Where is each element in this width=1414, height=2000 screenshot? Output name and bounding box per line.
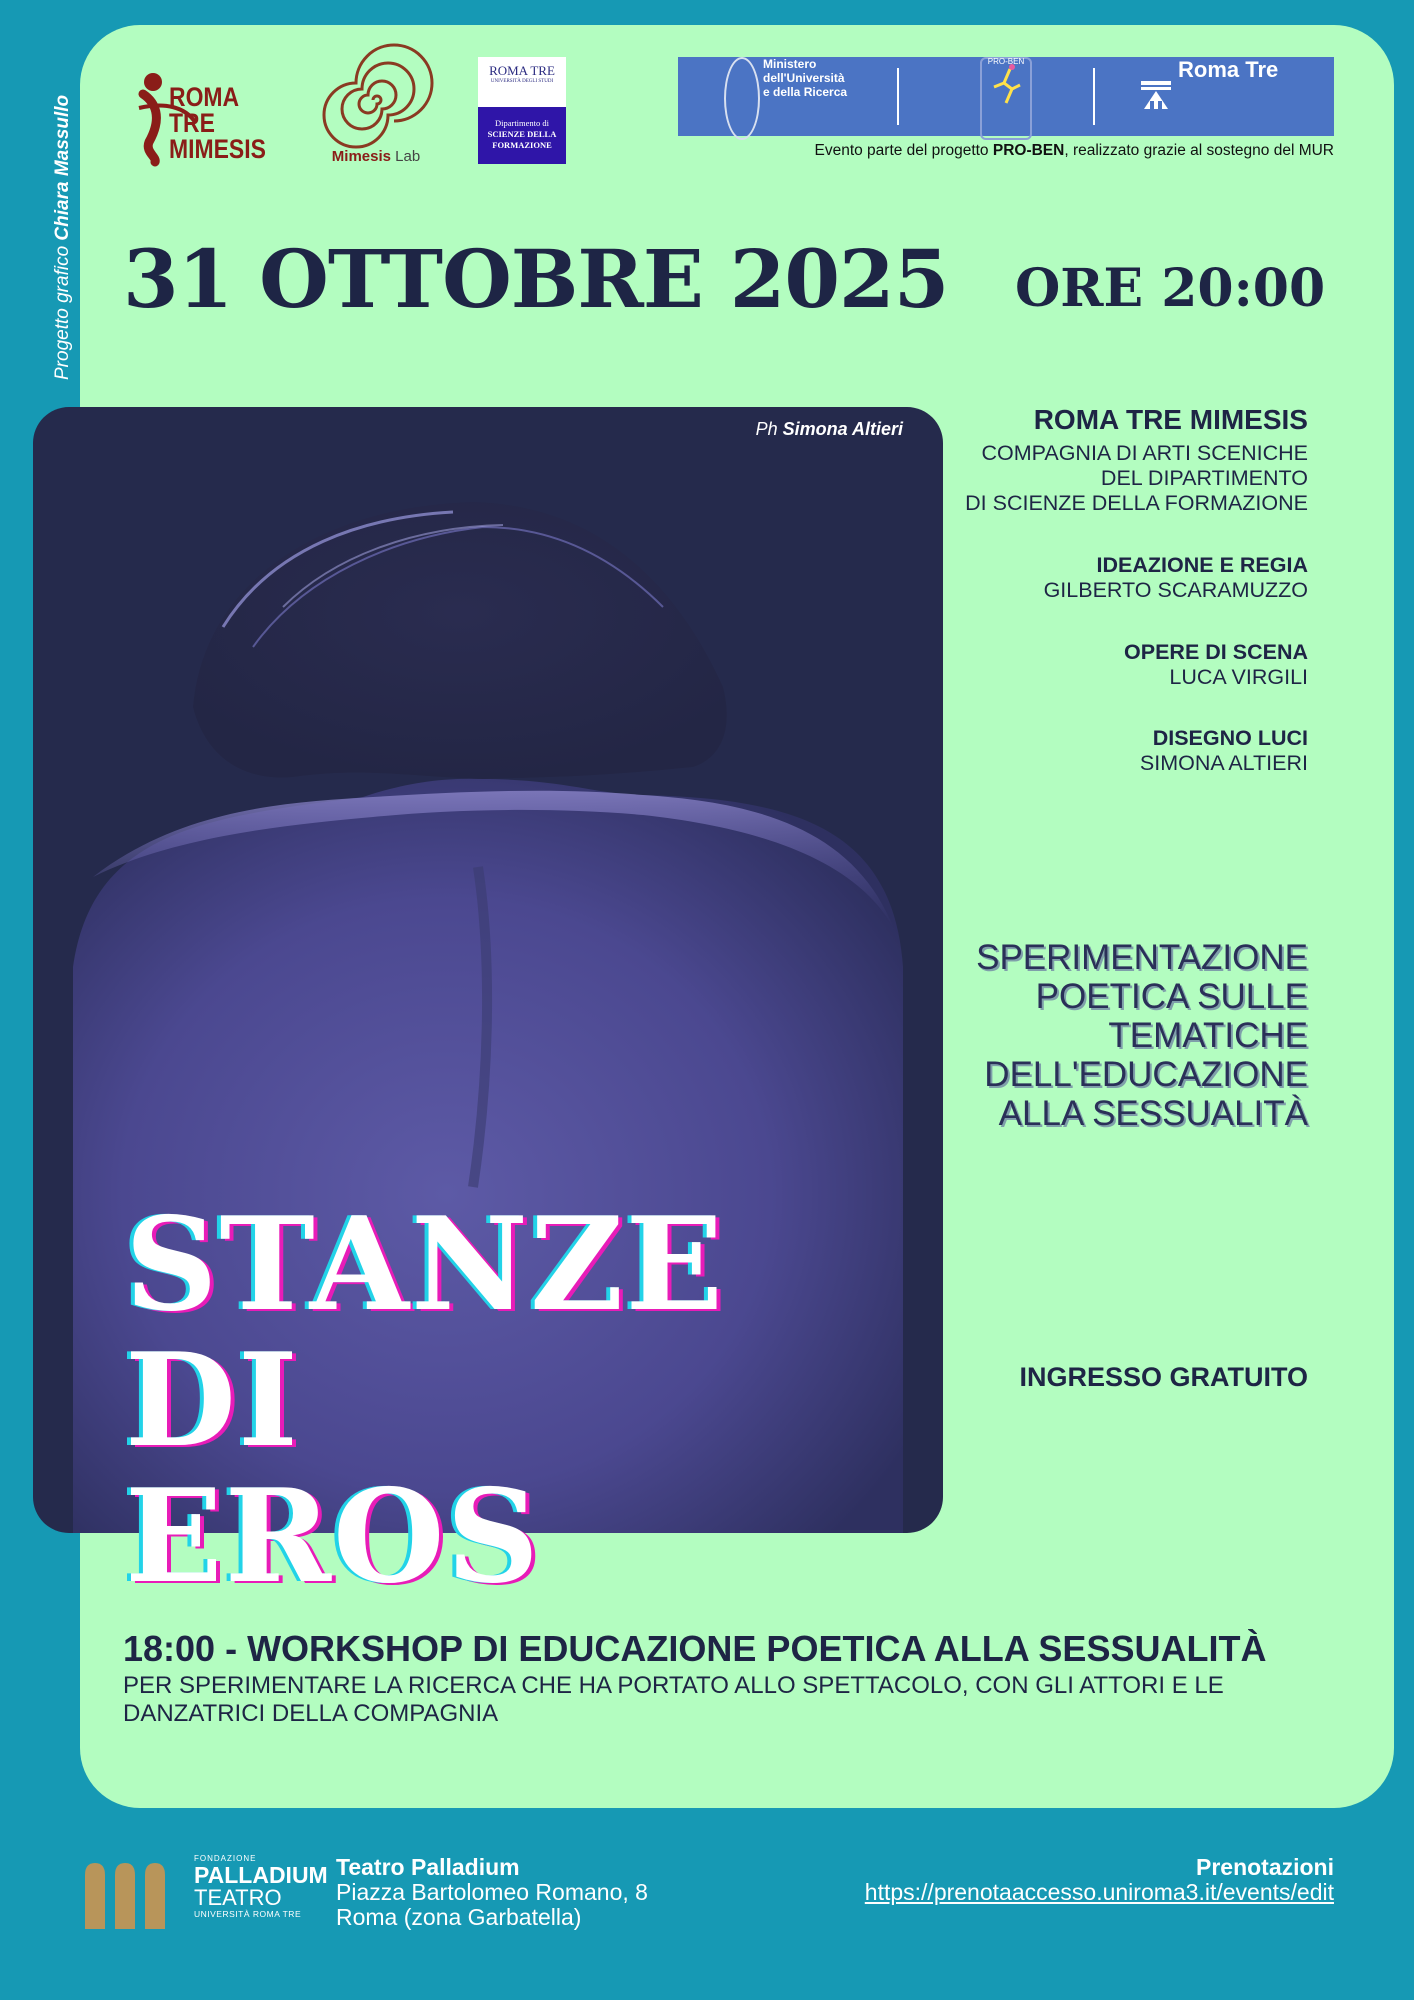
pal-palladium: PALLADIUM bbox=[194, 1862, 328, 1888]
venue-city: Roma (zona Garbatella) bbox=[336, 1904, 582, 1930]
roma-tre-text: Roma Tre bbox=[1178, 57, 1279, 82]
dsf-roma-tre-text: ROMA TRE bbox=[489, 63, 555, 78]
scienze-formazione-logo bbox=[478, 57, 566, 164]
banner-divider bbox=[1093, 68, 1095, 125]
crew-role: DISEGNO LUCI bbox=[1152, 726, 1308, 750]
roma-tre-building-icon bbox=[1140, 79, 1172, 111]
crew-name: SIMONA ALTIERI bbox=[1139, 751, 1308, 775]
company-description: COMPAGNIA DI ARTI SCENICHE DEL DIPARTIMENTO DI SCIENZE DELLA FORMAZIONE bbox=[965, 441, 1308, 515]
pal-universita: UNIVERSITÀ ROMA TRE bbox=[194, 1909, 302, 1919]
project-note: Evento parte del progetto PRO-BEN, realizzato grazie al sostegno del MUR bbox=[814, 142, 1334, 159]
dsf-logo-top bbox=[478, 57, 566, 107]
workshop-title: 18:00 - WORKSHOP DI EDUCAZIONE POETICA ALLA SESSUALITÀ bbox=[123, 1628, 1267, 1669]
venue-address: Piazza Bartolomeo Romano, 8 bbox=[336, 1879, 648, 1905]
italian-republic-seal-icon bbox=[724, 57, 760, 140]
roma-tre-mimesis-logo bbox=[125, 62, 275, 162]
palladium-logo-text bbox=[194, 1854, 328, 1919]
dsf-logo-bottom bbox=[478, 107, 566, 164]
mimesis-logo-text: ROMA TRE MIMESIS bbox=[169, 82, 266, 164]
booking-info bbox=[865, 1855, 1334, 1905]
crew-block-luci bbox=[1140, 726, 1308, 776]
event-tagline: SPERIMENTAZIONE POETICA SULLE TEMATICHE DELL'EDUCAZIONE ALLA SESSUALITÀ bbox=[976, 938, 1308, 1133]
mimesis-lab-logo bbox=[318, 52, 428, 167]
palladium-pillars-icon bbox=[83, 1861, 169, 1929]
workshop-description: PER SPERIMENTARE LA RICERCA CHE HA PORTATO ALLO SPETTACOLO, CON GLI ATTORI E LE DANZATRICI DELLA COMPAGNIA bbox=[123, 1672, 1224, 1727]
spiral-icon bbox=[318, 52, 428, 147]
graphic-design-credit: Progetto grafico Chiara Massullo bbox=[52, 94, 73, 380]
crew-name: LUCA VIRGILI bbox=[1169, 665, 1308, 689]
crew-role: OPERE DI SCENA bbox=[1124, 640, 1308, 664]
event-time: ORE 20:00 bbox=[1015, 258, 1326, 319]
banner-divider bbox=[897, 68, 899, 125]
photo-credit: Ph Simona Altieri bbox=[755, 419, 903, 439]
pal-fondazione: FONDAZIONE bbox=[194, 1854, 257, 1863]
venue-info bbox=[336, 1855, 648, 1930]
pro-ben-text: PRO-BEN bbox=[987, 57, 1025, 66]
free-entry-note: INGRESSO GRATUITO bbox=[1019, 1362, 1308, 1392]
crew-block-opere bbox=[1124, 640, 1308, 690]
ministero-text: Ministero dell'Università e della Ricerca bbox=[763, 57, 848, 99]
pal-teatro: TEATRO bbox=[194, 1885, 282, 1910]
booking-link[interactable]: https://prenotaaccesso.uniroma3.it/events/edit bbox=[864, 1879, 1334, 1905]
show-title: STANZE DI EROS bbox=[125, 1190, 725, 1612]
dsf-dept-label: Dipartimento di bbox=[494, 118, 550, 128]
poster-photo bbox=[33, 407, 943, 1612]
booking-label: Prenotazioni bbox=[1195, 1854, 1334, 1880]
venue-name: Teatro Palladium bbox=[336, 1854, 520, 1880]
crew-name: GILBERTO SCARAMUZZO bbox=[1043, 578, 1308, 602]
event-date: 31 OTTOBRE 2025 bbox=[123, 232, 949, 326]
crew-role: IDEAZIONE E REGIA bbox=[1096, 553, 1308, 577]
company-name: ROMA TRE MIMESIS bbox=[1033, 404, 1308, 435]
mimesis-lab-text: Mimesis Lab bbox=[331, 148, 421, 165]
dsf-dept-name: SCIENZE DELLA FORMAZIONE bbox=[487, 129, 557, 150]
sponsor-banner bbox=[678, 57, 1334, 136]
pro-ben-runner-icon bbox=[980, 57, 1032, 140]
dsf-universita-text: UNIVERSITÀ DEGLI STUDI bbox=[490, 79, 554, 84]
crew-block-regia bbox=[1044, 553, 1308, 603]
